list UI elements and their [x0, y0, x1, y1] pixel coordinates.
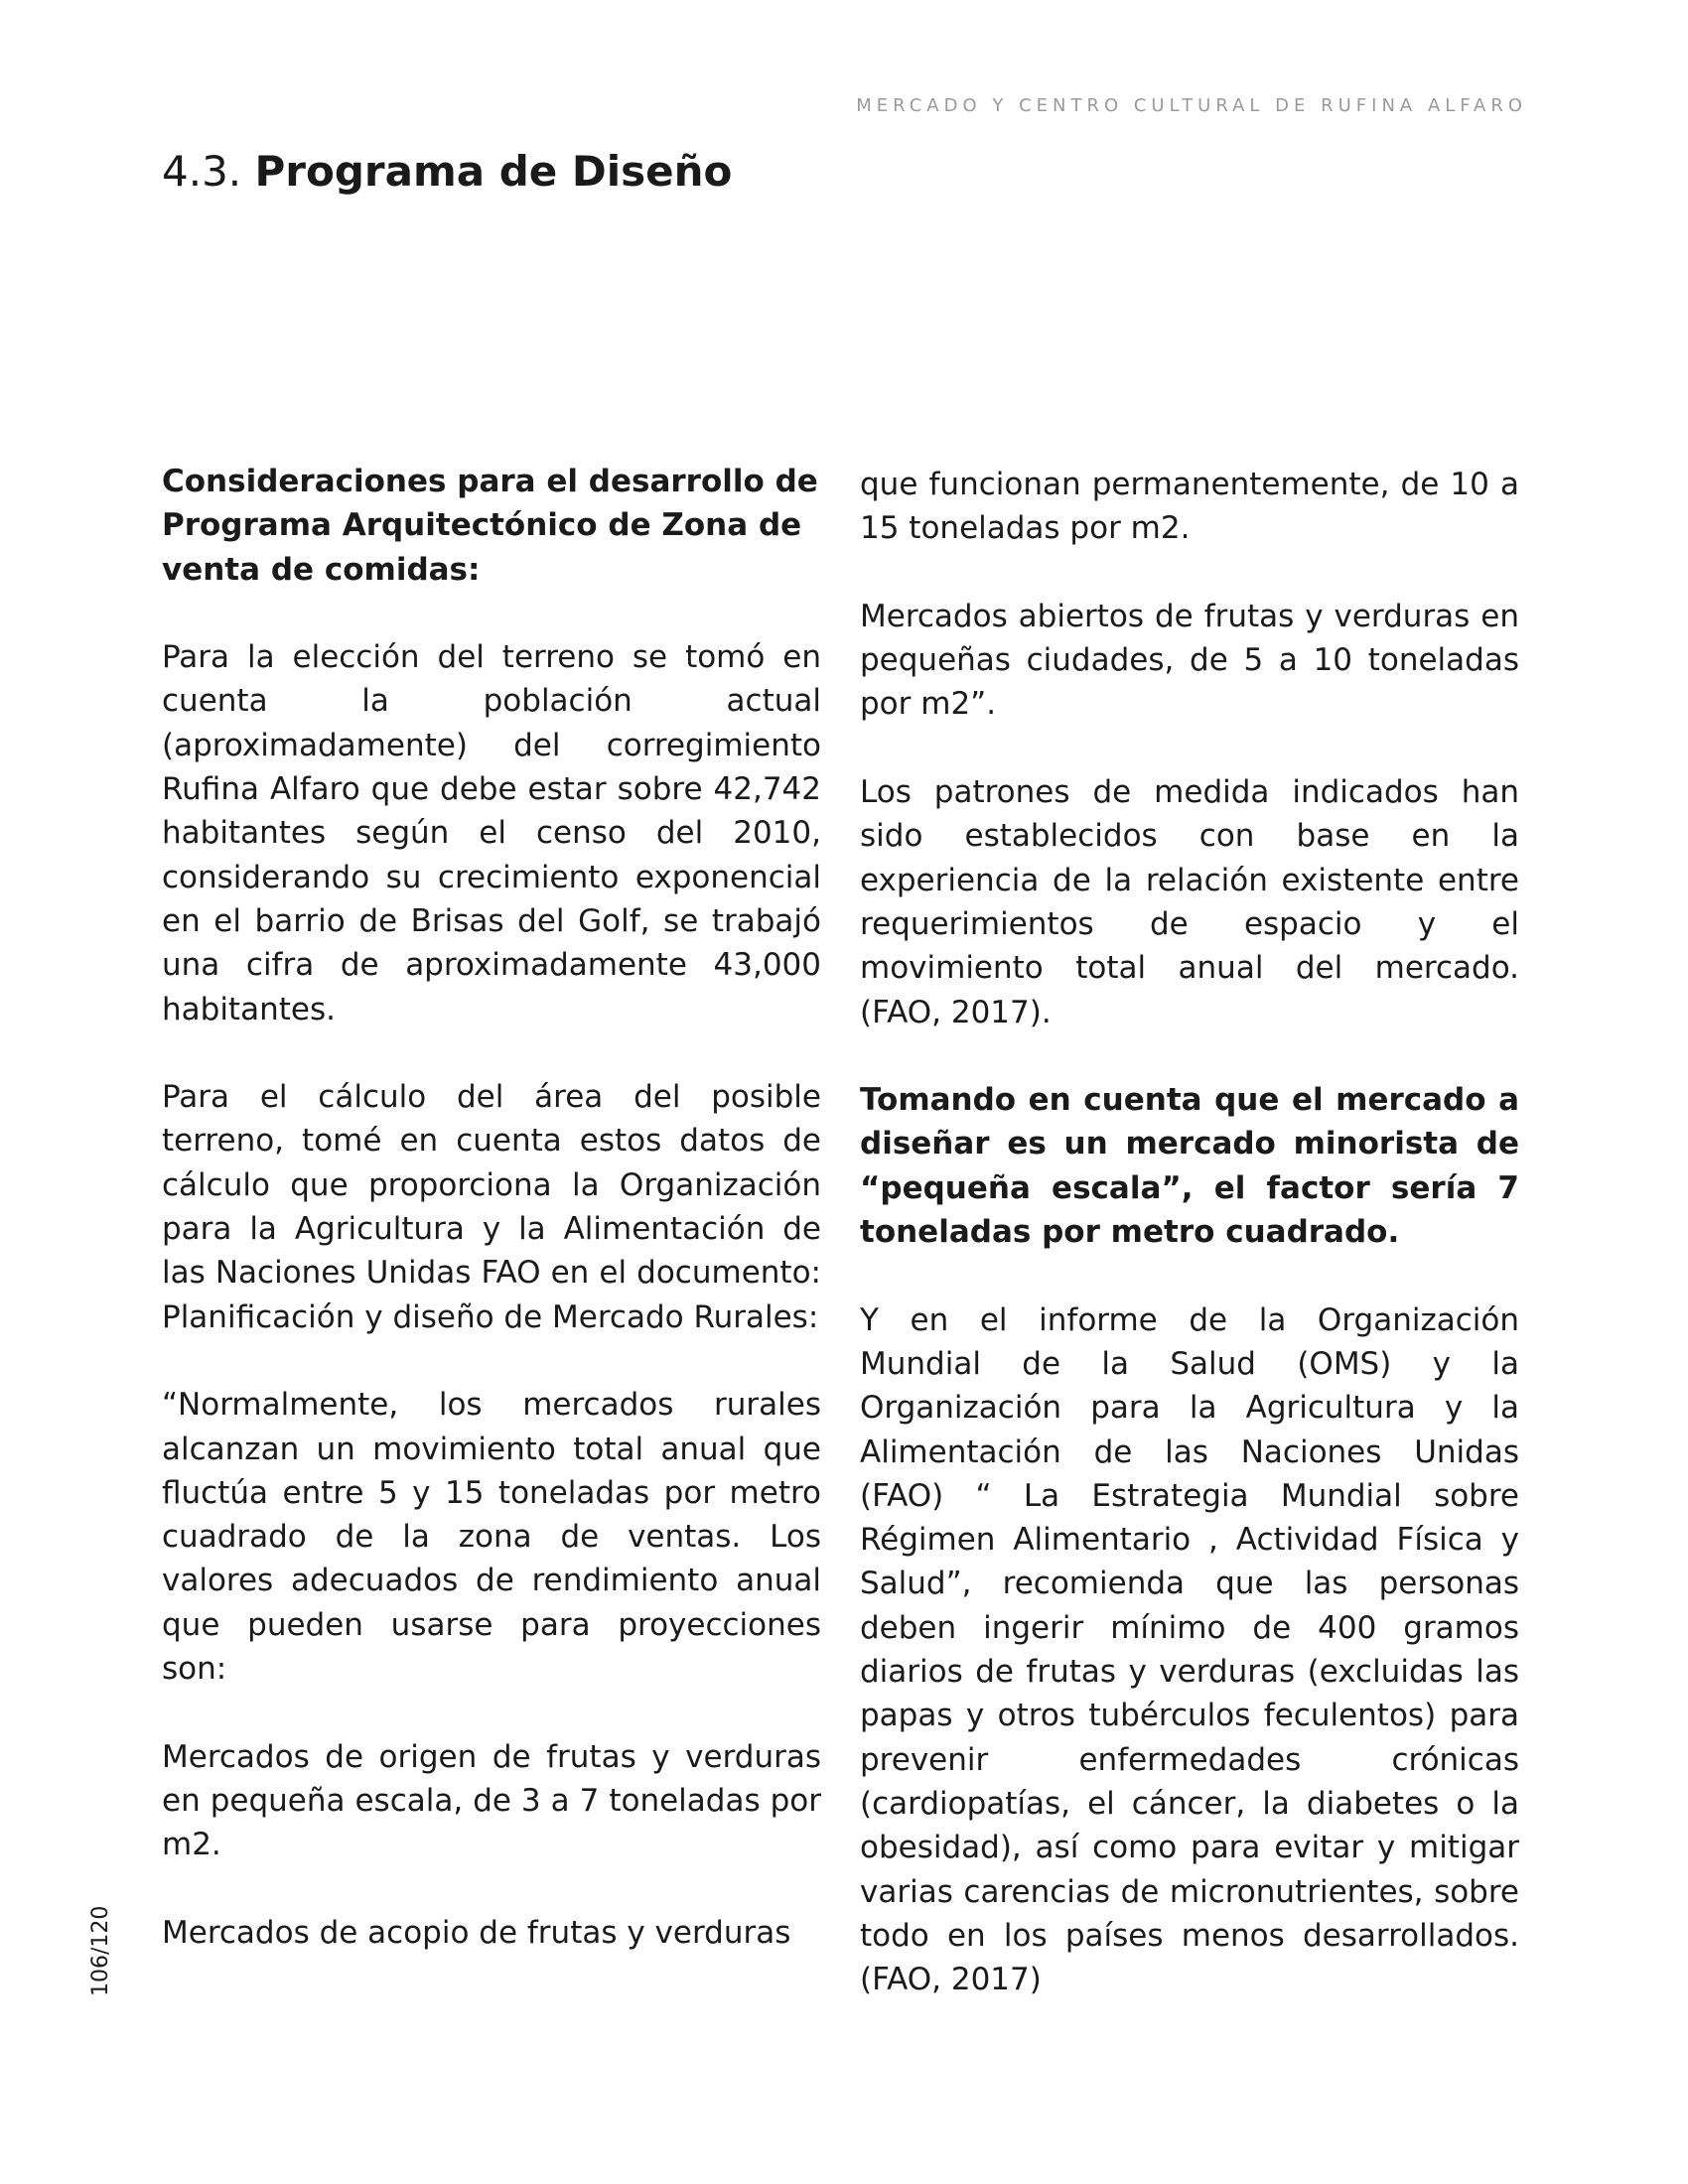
paragraph-terrain-population: Para la elección del terreno se tomó en cuenta la población actual (aproximadamente) del corregimiento Rufina Alfaro que debe estar sobre 42,742 habitantes según el censo del 2010, considerando su crecimiento exponencial en el barrio de Brisas del Golf, se trabajó una cifra de aproximadamente 43,000 habitantes.	[162, 639, 821, 1027]
paragraph-fao-quote: “Normalmente, los mercados rurales alcanzan un movimiento total anual que fluctúa entre 5 y 15 toneladas por metro cuadrado de la zona de ventas. Los valores adecuados de rendimiento anual que pueden usarse para proyecciones son:	[162, 1387, 821, 1688]
paragraph-conclusion-factor: Tomando en cuenta que el mercado a diseñar es un mercado minorista de “pequeña escala”, el factor sería 7 toneladas por metro cuadrado.	[860, 1082, 1519, 1251]
section-title	[162, 147, 732, 196]
running-header: MERCADO Y CENTRO CULTURAL DE RUFINA ALFARO	[856, 95, 1527, 116]
paragraph-measurement-patterns: Los patrones de medida indicados han sido establecidos con base en la experiencia de la relación existente entre requerimientos de espacio y el movimiento total anual del mercado. (FAO, 2017).	[860, 774, 1519, 1030]
paragraph-open-markets: Mercados abiertos de frutas y verduras en pequeñas ciudades, de 5 a 10 toneladas por m2”.	[860, 598, 1519, 723]
paragraph-area-calculation: Para el cálculo del área del posible terreno, tomé en cuenta estos datos de cálculo que proporciona la Organización para la Agricultura y la Alimentación de las Naciones Unidas FAO en el documento: Planificación y diseño de Mercado Rurales:	[162, 1079, 821, 1335]
subheading: Consideraciones para el desarrollo de Programa Arquitectónico de Zona de venta de comidas:	[162, 464, 818, 588]
paragraph-oms-fao-report: Y en el informe de la Organización Mundial de la Salud (OMS) y la Organización para la Agricultura y la Alimentación de las Naciones Unidas (FAO) “ La Estrategia Mundial sobre Régimen Alimentario , Actividad Física y Salud”, recomienda que las personas deben ingerir mínimo de 400 gramos diarios de frutas y verduras (excluidas las papas y otros tubérculos feculentos) para prevenir enfermedades crónicas (cardiopatías, el cáncer, la diabetes o la obesidad), así como para evitar y mitigar varias carencias de micronutrientes, sobre todo en los países menos desarrollados. (FAO, 2017)	[860, 1301, 1519, 1998]
paragraph-origin-markets: Mercados de origen de frutas y verduras en pequeña escala, de 3 a 7 toneladas por m2.	[162, 1738, 821, 1863]
section-name: Programa de Diseño	[254, 147, 733, 196]
paragraph-collection-markets-end: que funcionan permanentemente, de 10 a 15 toneladas por m2.	[860, 467, 1519, 547]
left-column	[162, 460, 821, 1955]
right-column	[860, 463, 1519, 2001]
section-number: 4.3.	[162, 147, 242, 196]
page-number: 106/120	[88, 1905, 113, 1996]
paragraph-collection-markets-start: Mercados de acopio de frutas y verduras	[162, 1914, 791, 1951]
